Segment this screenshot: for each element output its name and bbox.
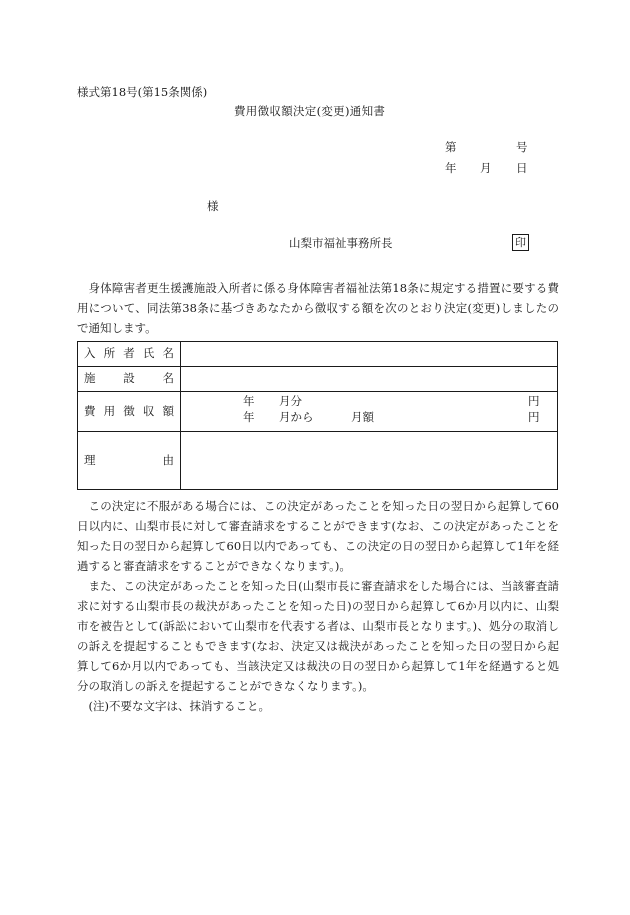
fee-row1-year: 年 — [243, 394, 255, 408]
fee-row2-yen: 円 — [528, 410, 540, 424]
fee-row1-yen: 円 — [528, 394, 540, 408]
table-row — [78, 367, 558, 392]
number-suffix: 号 — [516, 140, 528, 154]
fee-row2-monthly: 月額 — [351, 410, 374, 424]
document-title: 費用徴収額決定(変更)通知書 — [234, 104, 386, 118]
addressee-honorific: 様 — [207, 199, 219, 213]
note-paragraph: (注)不要な文字は、抹消すること。 — [88, 699, 270, 713]
seal-mark: 印 — [512, 234, 529, 251]
fee-row2-month: 月から — [279, 410, 314, 424]
intro-paragraph: 身体障害者更生援護施設入所者に係る身体障害者福祉法第18条に規定する措置に要する費用について、同法第38条に基づきあなたから徴収する額を次のとおり決定(変更)しましたので通知します。 — [77, 281, 559, 335]
date-year: 年 — [445, 161, 457, 175]
reason-label: 理由 — [78, 432, 181, 490]
resident-name-field[interactable] — [181, 342, 558, 367]
issuer-office: 山梨市福祉事務所長 — [289, 236, 393, 250]
lawsuit-paragraph: また、この決定があったことを知った日(山梨市長に審査請求をした場合には、当該審査請求に対する山梨市長の裁決があったことを知った日)の翌日から起算して6か月以内に、山梨市を被告として(訴訟において山梨市を代表する者は、山梨市長となります。)、処分の取消しの訴えを提起することもできます(なお、決定又は裁決があったことを知った日の翌日から起算して6か月以内であっても、当該決定又は裁決の日の翌日から起算して1年を経過すると処分の取消しの訴えを提起することができなくなります。)。 — [77, 579, 559, 693]
fee-label: 費用徴収額 — [78, 392, 181, 432]
fee-row1-month: 月分 — [279, 394, 302, 408]
resident-name-label: 入所者氏名 — [78, 342, 181, 367]
form-number: 様式第18号(第15条関係) — [77, 85, 208, 99]
fee-table — [77, 341, 558, 490]
date-month: 月 — [480, 161, 492, 175]
fee-row2-year: 年 — [243, 410, 255, 424]
table-row — [78, 392, 558, 432]
number-prefix: 第 — [445, 140, 457, 154]
table-row — [78, 342, 558, 367]
appeal-paragraph: この決定に不服がある場合には、この決定があったことを知った日の翌日から起算して60日以内に、山梨市長に対して審査請求をすることができます(なお、この決定があったことを知った日の翌日から起算して60日以内であっても、この決定の日の翌日から起算して1年を経過すると審査請求をすることができなくなります。)。 — [77, 499, 559, 573]
facility-field[interactable] — [181, 367, 558, 392]
facility-label: 施設名 — [78, 367, 181, 392]
reason-field[interactable] — [181, 432, 558, 490]
date-day: 日 — [516, 161, 528, 175]
table-row — [78, 432, 558, 490]
fee-field[interactable] — [181, 392, 558, 432]
